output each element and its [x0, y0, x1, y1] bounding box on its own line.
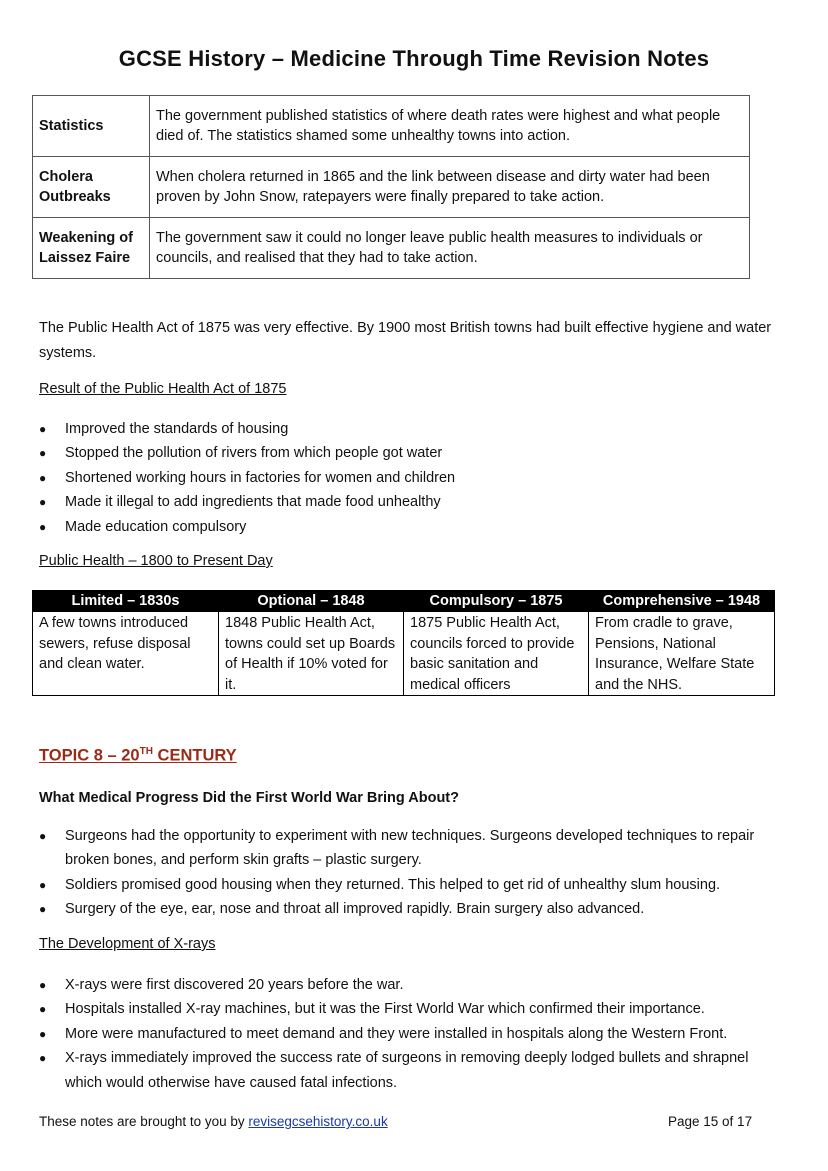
table-cell: 1875 Public Health Act, councils forced to provide basic sanitation and medical officers	[404, 612, 589, 696]
factor-label: Statistics	[33, 96, 150, 157]
table-cell: 1848 Public Health Act, towns could set up Boards of Health if 10% voted for it.	[219, 612, 404, 696]
xrays-heading: The Development of X-rays	[39, 936, 216, 952]
bullet-icon: ●	[39, 1002, 47, 1017]
topic-heading: TOPIC 8 – 20TH CENTURY	[39, 746, 237, 765]
public-health-table	[32, 590, 775, 696]
bullet-icon: ●	[39, 1026, 47, 1041]
list-item: ● Improved the standards of housing	[39, 417, 789, 441]
bullet-icon: ●	[39, 829, 47, 843]
bullet-icon: ●	[39, 877, 47, 892]
results-heading: Result of the Public Health Act of 1875	[39, 381, 287, 397]
table-header-row	[33, 591, 775, 612]
bullet-icon: ●	[39, 1051, 47, 1066]
column-header: Limited – 1830s	[33, 591, 219, 612]
list-item: ● Stopped the pollution of rivers from which people got water	[39, 441, 789, 465]
table-cell: A few towns introduced sewers, refuse disposal and clean water.	[33, 612, 219, 696]
column-header: Optional – 1848	[219, 591, 404, 612]
bullet-icon: ●	[39, 422, 47, 436]
factor-text: The government saw it could no longer leave public health measures to individuals or councils, and realised that they had to take action.	[150, 218, 750, 279]
factor-label: Cholera Outbreaks	[33, 157, 150, 218]
list-item: ● Shortened working hours in factories for women and children	[39, 466, 789, 490]
bullet-icon: ●	[39, 978, 47, 992]
column-header: Comprehensive – 1948	[589, 591, 775, 612]
table-cell: From cradle to grave, Pensions, National Insurance, Welfare State and the NHS.	[589, 612, 775, 696]
footer-credit: These notes are brought to you by revisegcsehistory.co.uk	[39, 1114, 388, 1129]
list-item: ● Made it illegal to add ingredients that made food unhealthy	[39, 490, 789, 514]
bullet-icon: ●	[39, 902, 47, 917]
table-row	[33, 218, 750, 279]
factor-text: The government published statistics of where death rates were highest and what people died of. The statistics shamed some unhealthy towns into action.	[150, 96, 750, 157]
public-health-heading: Public Health – 1800 to Present Day	[39, 553, 273, 569]
list-item: ● X-rays were first discovered 20 years before the war.	[39, 973, 789, 997]
table-row	[33, 157, 750, 218]
list-item: ● Surgery of the eye, ear, nose and throat all improved rapidly. Brain surgery also advanced.	[39, 897, 789, 921]
ww1-question: What Medical Progress Did the First World War Bring About?	[39, 790, 459, 806]
factor-text: When cholera returned in 1865 and the link between disease and dirty water had been proven by John Snow, ratepayers were finally prepared to take action.	[150, 157, 750, 218]
list-item: ● Hospitals installed X-ray machines, but it was the First World War which confirmed their importance.	[39, 997, 789, 1021]
bullet-icon: ●	[39, 519, 47, 534]
list-item: ● Soldiers promised good housing when they returned. This helped to get rid of unhealthy slum housing.	[39, 873, 789, 897]
page-title: GCSE History – Medicine Through Time Revision Notes	[118, 46, 710, 71]
column-header: Compulsory – 1875	[404, 591, 589, 612]
list-item: ● X-rays immediately improved the success rate of surgeons in removing deeply lodged bullets and shrapnel which would otherwise have caused fatal infections.	[39, 1046, 789, 1095]
page-number: Page 15 of 17	[668, 1114, 753, 1129]
list-item: ● More were manufactured to meet demand and they were installed in hospitals along the Western Front.	[39, 1022, 789, 1046]
list-item: ● Surgeons had the opportunity to experiment with new techniques. Surgeons developed techniques to repair broken bones, and perform skin grafts – plastic surgery.	[39, 824, 789, 873]
xrays-list	[39, 973, 789, 1095]
factors-table	[32, 95, 750, 279]
act-paragraph: The Public Health Act of 1875 was very effective. By 1900 most British towns had built effective hygiene and water systems.	[39, 320, 772, 361]
ww1-list	[39, 824, 789, 922]
bullet-icon: ●	[39, 446, 47, 461]
table-row	[33, 96, 750, 157]
factor-label: Weakening of Laissez Faire	[33, 218, 150, 279]
bullet-icon: ●	[39, 470, 47, 485]
site-link[interactable]: revisegcsehistory.co.uk	[248, 1114, 388, 1129]
table-row	[33, 612, 775, 696]
bullet-icon: ●	[39, 495, 47, 510]
list-item: ● Made education compulsory	[39, 515, 789, 539]
results-list	[39, 417, 789, 539]
